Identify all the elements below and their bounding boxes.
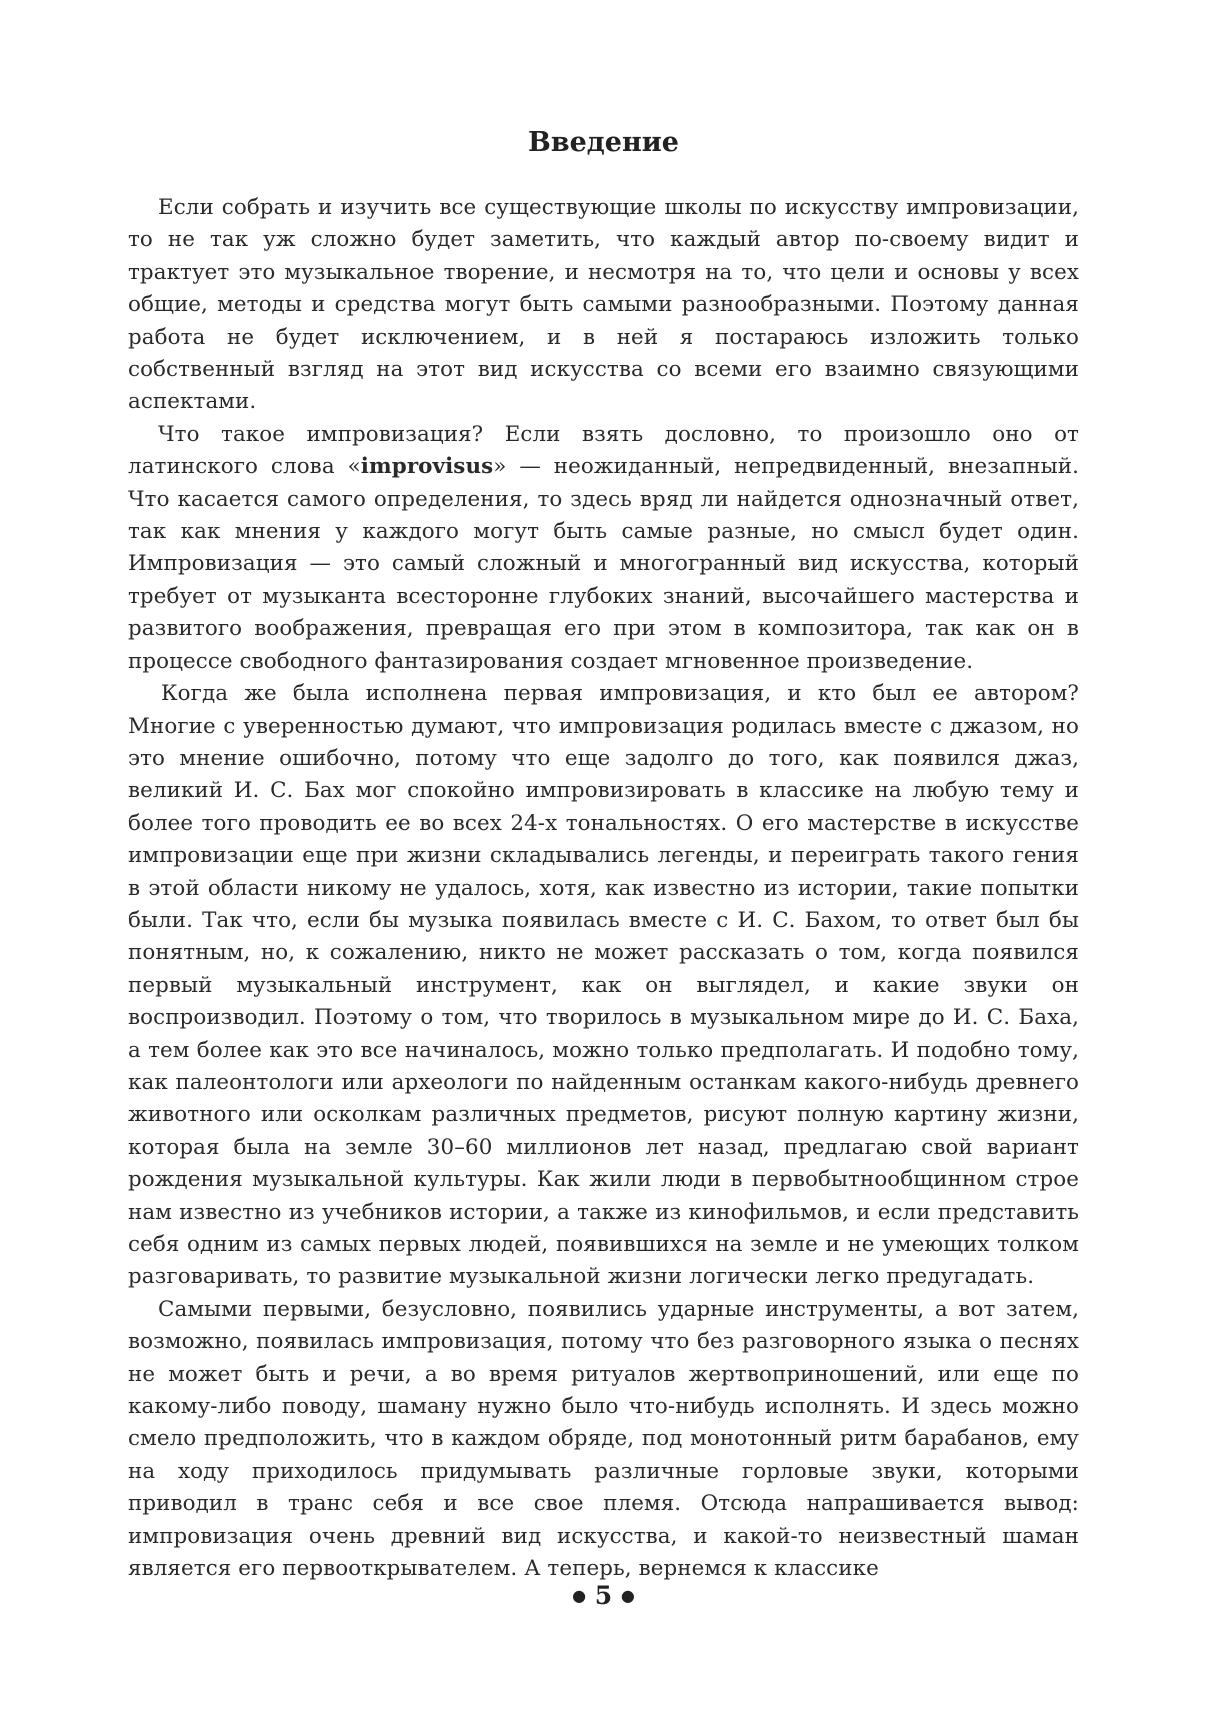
- body-text: [128, 192, 1079, 1585]
- paragraph-3: Когда же была исполнена первая импровизация, и кто был ее автором? Многие с уверенностью думают, что импровизация родилась вместе с джазом, но это мнение ошибочно, потому что еще задолго до того, как появился джаз, великий И. С. Бах мог спокойно импровизировать в классике на любую тему и более того проводить ее во всех 24-х тональностях. О его мастерстве в искусстве импровизации еще при жизни складывались легенды, и переиграть такого гения в этой области никому не удалось, хотя, как известно из истории, такие попытки были. Так что, если бы музыка появилась вместе с И. С. Бахом, то ответ был бы понятным, но, к сожалению, никто не может рассказать о том, когда появился первый музыкальный инструмент, как он выглядел, и какие звуки он воспроизводил. Поэтому о том, что творилось в музыкальном мире до И. С. Баха, а тем более как это все начиналось, можно только предполагать. И подобно тому, как палеонтологи или археологи по найденным останкам какого-нибудь древнего животного или осколкам различных предметов, рисуют полную картину жизни, которая была на земле 30–60 миллионов лет назад, предлагаю свой вариант рождения музыкальной культуры. Как жили люди в первобытнообщинном строе нам известно из учебников истории, а также из кинофильмов, и если представить себя одним из самых первых людей, появившихся на земле и не умеющих толком разговаривать, то развитие музыкальной жизни логически легко предугадать.: [128, 681, 1079, 1290]
- book-page: [128, 0, 1079, 1713]
- page-number: [128, 1581, 1079, 1610]
- paragraph-4: Самыми первыми, безусловно, появились ударные инструменты, а вот затем, возможно, появилась импровизация, потому что без разговорного языка о песнях не может быть и речи, а во время ритуалов жертвоприношений, или еще по какому-либо поводу, шаману нужно было что-нибудь исполнять. И здесь можно смело предположить, что в каждом обряде, под монотонный ритм барабанов, ему на ходу приходилось придумывать различные горловые звуки, которыми приводил в транс себя и все свое племя. Отсюда напрашивается вывод: импровизация очень древний вид искусства, и какой-то неизвестный шаман является его первооткрывателем. А теперь, вернемся к классике: [128, 1296, 1079, 1582]
- paragraph-2-before: Что такое импровизация? Если взять дословно, то произошло оно от латинского слова «: [128, 421, 1079, 480]
- paragraph-2-after: » — неожиданный, непредвиденный, внезапный. Что касается самого определения, то здесь вряд ли найдется однозначный ответ, так как мнения у каждого могут быть самые разные, но смысл будет один. Импровизация — это самый сложный и многогранный вид искусства, который требует от музыканта всесторонне глубоких знаний, высочайшего мастерства и развитого воображения, превращая его при этом в композитора, так как он в процессе свободного фантазирования создает мгновенное произведение.: [128, 454, 1079, 674]
- bullet-right-icon: ●: [620, 1586, 635, 1605]
- paragraph-1: Если собрать и изучить все существующие школы по искусству импровизации, то не так уж сложно будет заметить, что каждый автор по-своему видит и трактует это музыкальное творение, и несмотря на то, что цели и основы у всех общие, методы и средства могут быть самыми разнообразными. Поэтому данная работа не будет исключением, и в ней я постараюсь изложить только собственный взгляд на этот вид искусства со всеми его взаимно связующими аспектами.: [128, 195, 1079, 415]
- latin-term: improvisus: [360, 454, 494, 480]
- chapter-heading: Введение: [528, 127, 679, 158]
- paragraph-2: [128, 419, 1079, 678]
- page-number-value: 5: [594, 1581, 613, 1610]
- bullet-left-icon: ●: [572, 1586, 587, 1605]
